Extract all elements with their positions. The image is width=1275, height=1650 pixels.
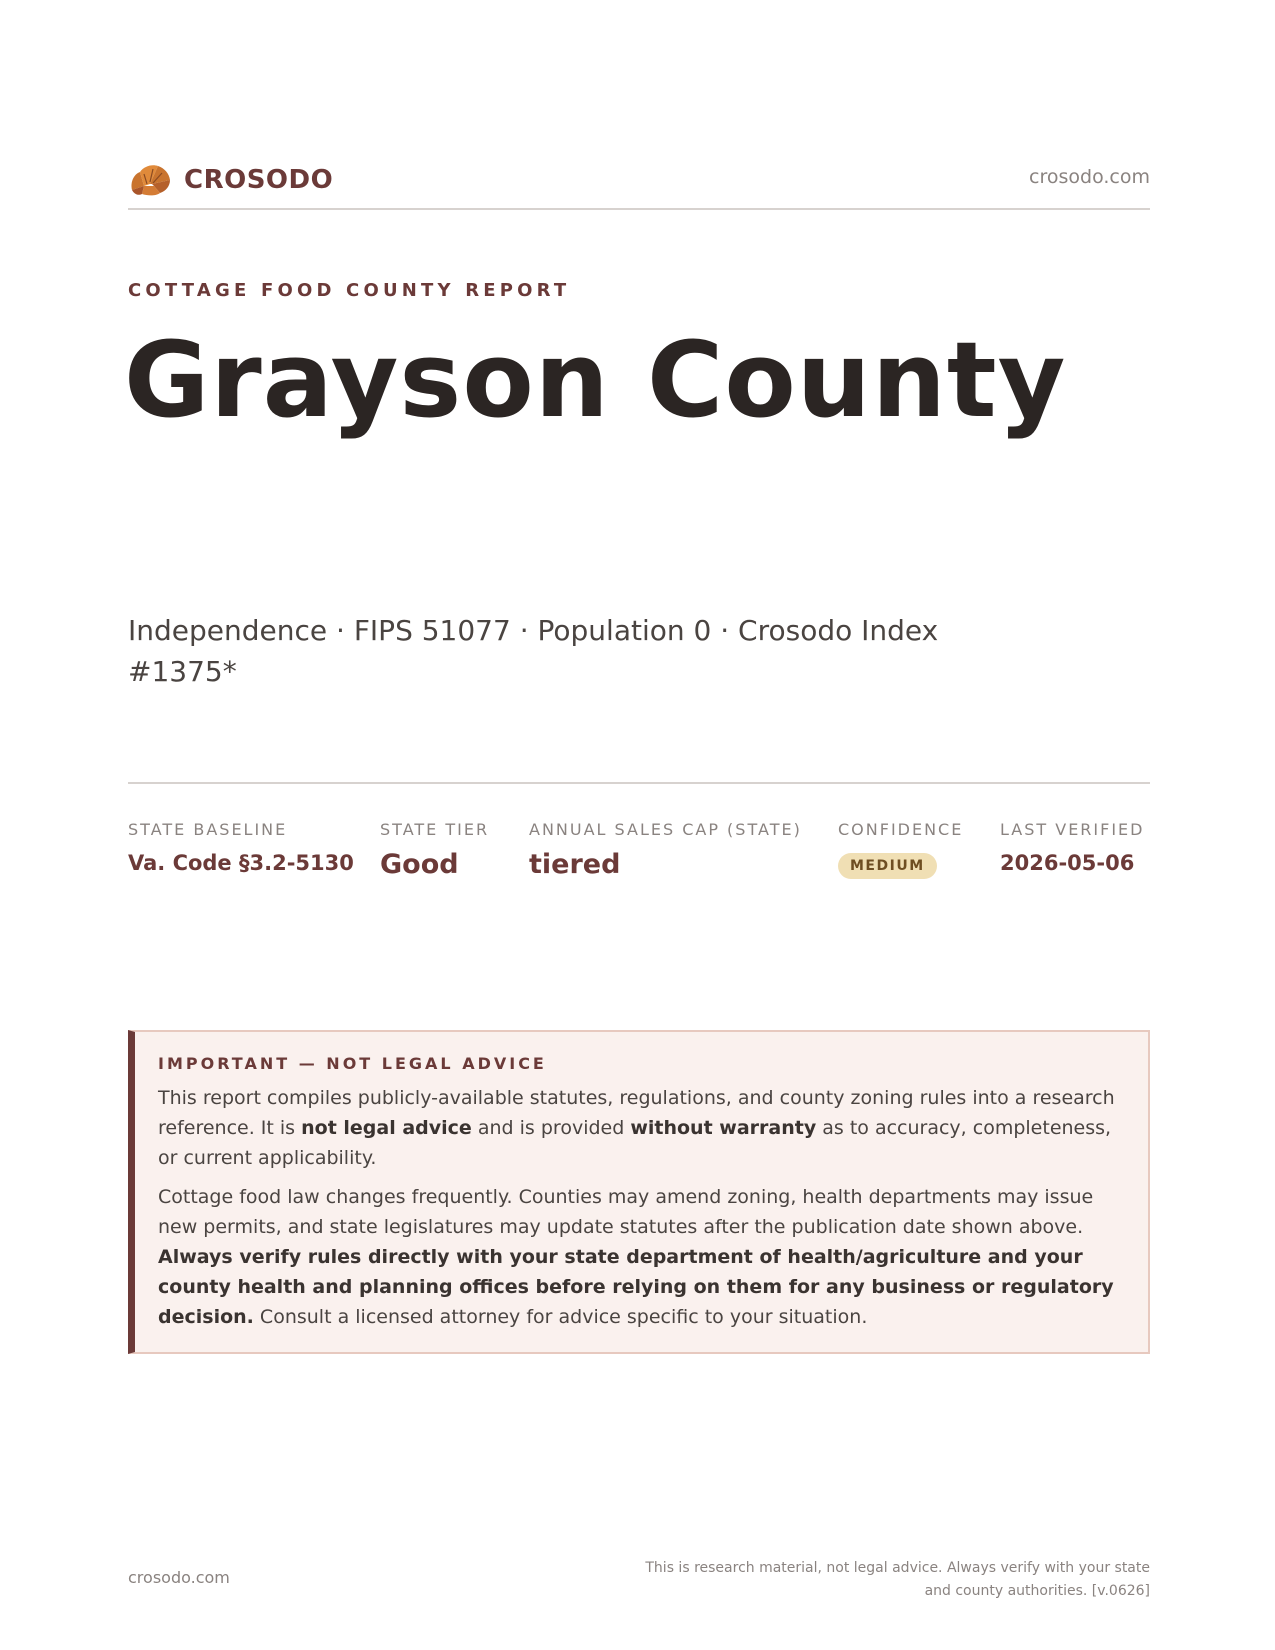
footer-site-link[interactable]: crosodo.com	[128, 1568, 230, 1587]
notice-text: Cottage food law changes frequently. Counties may amend zoning, health departments may issue new permits, and state legislatures may update statutes after the publication date shown above.	[158, 1186, 1094, 1238]
stat-label: LAST VERIFIED	[1000, 820, 1145, 839]
stat-state-baseline	[128, 820, 354, 875]
stat-value: 2026-05-06	[1000, 851, 1135, 875]
footer-disclaimer-line: and county authorities. [v.0626]	[924, 1583, 1150, 1599]
page-title: Grayson County	[124, 319, 1067, 441]
stats-divider	[128, 782, 1150, 784]
notice-emphasis: Always verify rules directly with your state department of health/agriculture and your county health and planning offices before relying on them for any business or regulatory decision.	[158, 1246, 1114, 1328]
report-eyebrow: COTTAGE FOOD COUNTY REPORT	[128, 280, 571, 301]
legal-notice	[128, 1030, 1150, 1354]
header-site-link[interactable]: crosodo.com	[1029, 166, 1150, 188]
notice-title: IMPORTANT — NOT LEGAL ADVICE	[158, 1054, 547, 1073]
page-header	[128, 158, 1150, 210]
notice-text: Consult a licensed attorney for advice specific to your situation.	[253, 1306, 868, 1328]
confidence-badge: MEDIUM	[838, 853, 937, 879]
county-subtitle: Independence · FIPS 51077 · Population 0 · Crosodo Index #1375*	[128, 614, 939, 688]
notice-paragraph	[158, 1182, 1124, 1332]
stat-state-tier	[380, 820, 489, 880]
footer-disclaimer	[630, 1557, 1150, 1603]
stat-confidence	[838, 820, 963, 879]
notice-emphasis: not legal advice	[301, 1117, 472, 1139]
footer-disclaimer-line: This is research material, not legal advice. Always verify with your state	[645, 1560, 1150, 1576]
stat-sales-cap	[529, 820, 802, 880]
notice-text: This report compiles publicly-available statutes, regulations, and county zoning rules into a research reference. It is	[158, 1087, 1115, 1139]
croissant-icon	[128, 160, 172, 200]
notice-text: and is provided	[471, 1117, 631, 1139]
brand-name: CROSODO	[184, 165, 334, 195]
stat-label: CONFIDENCE	[838, 820, 964, 839]
stat-last-verified	[1000, 820, 1144, 875]
stat-label: ANNUAL SALES CAP (STATE)	[529, 820, 802, 839]
notice-emphasis: without warranty	[630, 1117, 817, 1139]
stat-value: tiered	[529, 849, 621, 880]
stat-value: Good	[380, 849, 459, 880]
stat-label: STATE BASELINE	[128, 820, 288, 839]
brand-logo[interactable]	[128, 160, 333, 200]
stat-label: STATE TIER	[380, 820, 490, 839]
notice-paragraph	[158, 1083, 1124, 1173]
stat-value: Va. Code §3.2-5130	[128, 851, 354, 875]
notice-text: as to accuracy, completeness, or current applicability.	[158, 1117, 1112, 1169]
